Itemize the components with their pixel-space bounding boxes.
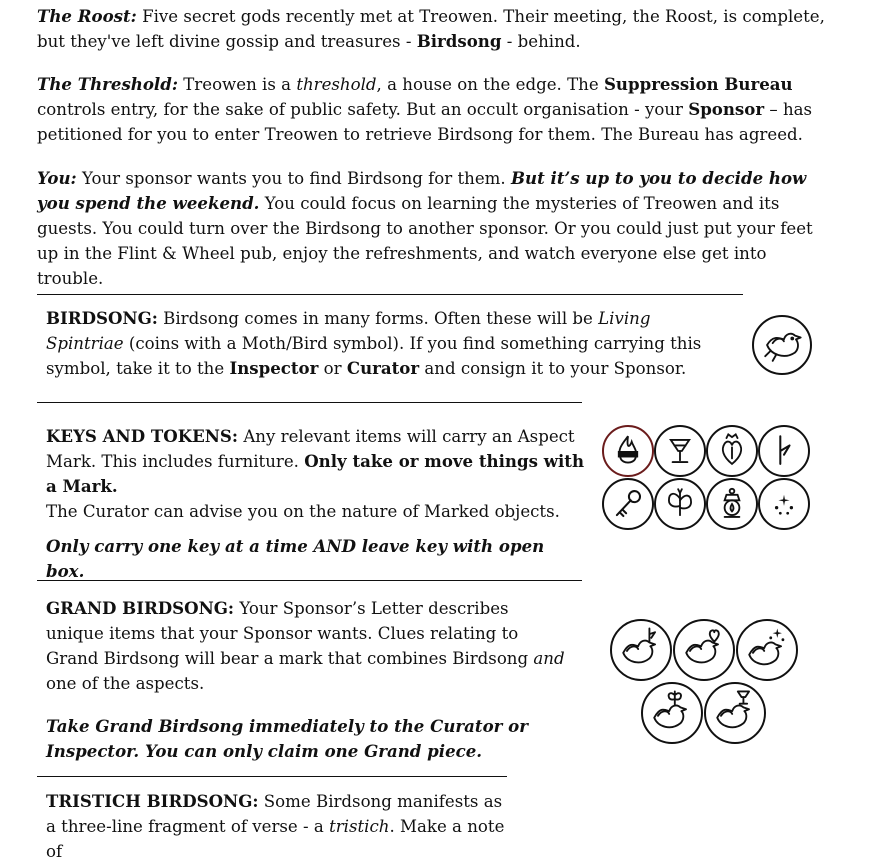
bird-moth-icon (641, 682, 703, 744)
tristich-heading: TRISTICH BIRDSONG: (46, 791, 259, 811)
lightning-icon (758, 425, 810, 477)
divider (37, 402, 582, 403)
birdsong-section: BIRDSONG: Birdsong comes in many forms. Often these will be Living Spintriae (coins with a Moth/Bird symbol). If you find something carrying this symbol, take it to the Inspector or Curator and consign it to your Sponsor. (46, 308, 702, 378)
bird-icon (752, 315, 812, 375)
bird-chalice-icon (704, 682, 766, 744)
tristich-section: TRISTICH BIRDSONG: Some Birdsong manifests as a three-line fragment of verse - a tristich. Make a note of (46, 791, 505, 861)
bird-stars-icon (736, 619, 798, 681)
keys-heading: KEYS AND TOKENS: (46, 426, 239, 446)
divider (37, 294, 743, 295)
heart-icon (706, 425, 758, 477)
stars-icon (758, 478, 810, 530)
grand-birdsong-heading: GRAND BIRDSONG: (46, 598, 235, 618)
bird-lightning-icon (610, 619, 672, 681)
grand-birdsong-section: GRAND BIRDSONG: Your Sponsor’s Letter describes unique items that your Sponsor wants. Clues relating to Grand Birdsong will bear a mark that combines Birdsong and one of the aspects. Take Grand Birdsong immediately to the Curator or Inspector. You can only claim one Grand piece. (46, 598, 565, 761)
divider (37, 580, 582, 581)
divider (37, 776, 507, 777)
bird-heart-icon (673, 619, 735, 681)
chalice-icon (654, 425, 706, 477)
birdsong-heading: BIRDSONG: (46, 308, 158, 328)
you-heading: You: (37, 168, 77, 188)
key-icon (602, 478, 654, 530)
flame-icon (602, 425, 654, 477)
keys-section: KEYS AND TOKENS: Any relevant items will carry an Aspect Mark. This includes furniture. Only take or move things with a Mark. The Curator can advise you on the nature of Marked objects. Only carry one key at a time AND leave key with open box. (46, 426, 585, 581)
roost-paragraph: The Roost: Five secret gods recently met at Treowen. Their meeting, the Roost, is complete, but they've left divine gossip and treasures - Birdsong - behind. (37, 6, 825, 51)
threshold-heading: The Threshold: (37, 74, 178, 94)
threshold-paragraph: The Threshold: Treowen is a threshold, a house on the edge. The Suppression Bureau controls entry, for the sake of public safety. But an occult organisation - your Sponsor – has petitioned for you to enter Treowen to retrieve Birdsong for them. The Bureau has agreed. (37, 74, 813, 144)
you-paragraph: You: Your sponsor wants you to find Birdsong for them. But it’s up to you to decide how you spend the weekend. You could focus on learning the mysteries of Treowen and its guests. You could turn over the Birdsong to another sponsor. Or you could just put your feet up in the Flint & Wheel pub, enjoy the refreshments, and watch everyone else get into trouble. (37, 168, 813, 288)
roost-heading: The Roost: (37, 6, 137, 26)
lantern-icon (706, 478, 758, 530)
moth-icon (654, 478, 706, 530)
